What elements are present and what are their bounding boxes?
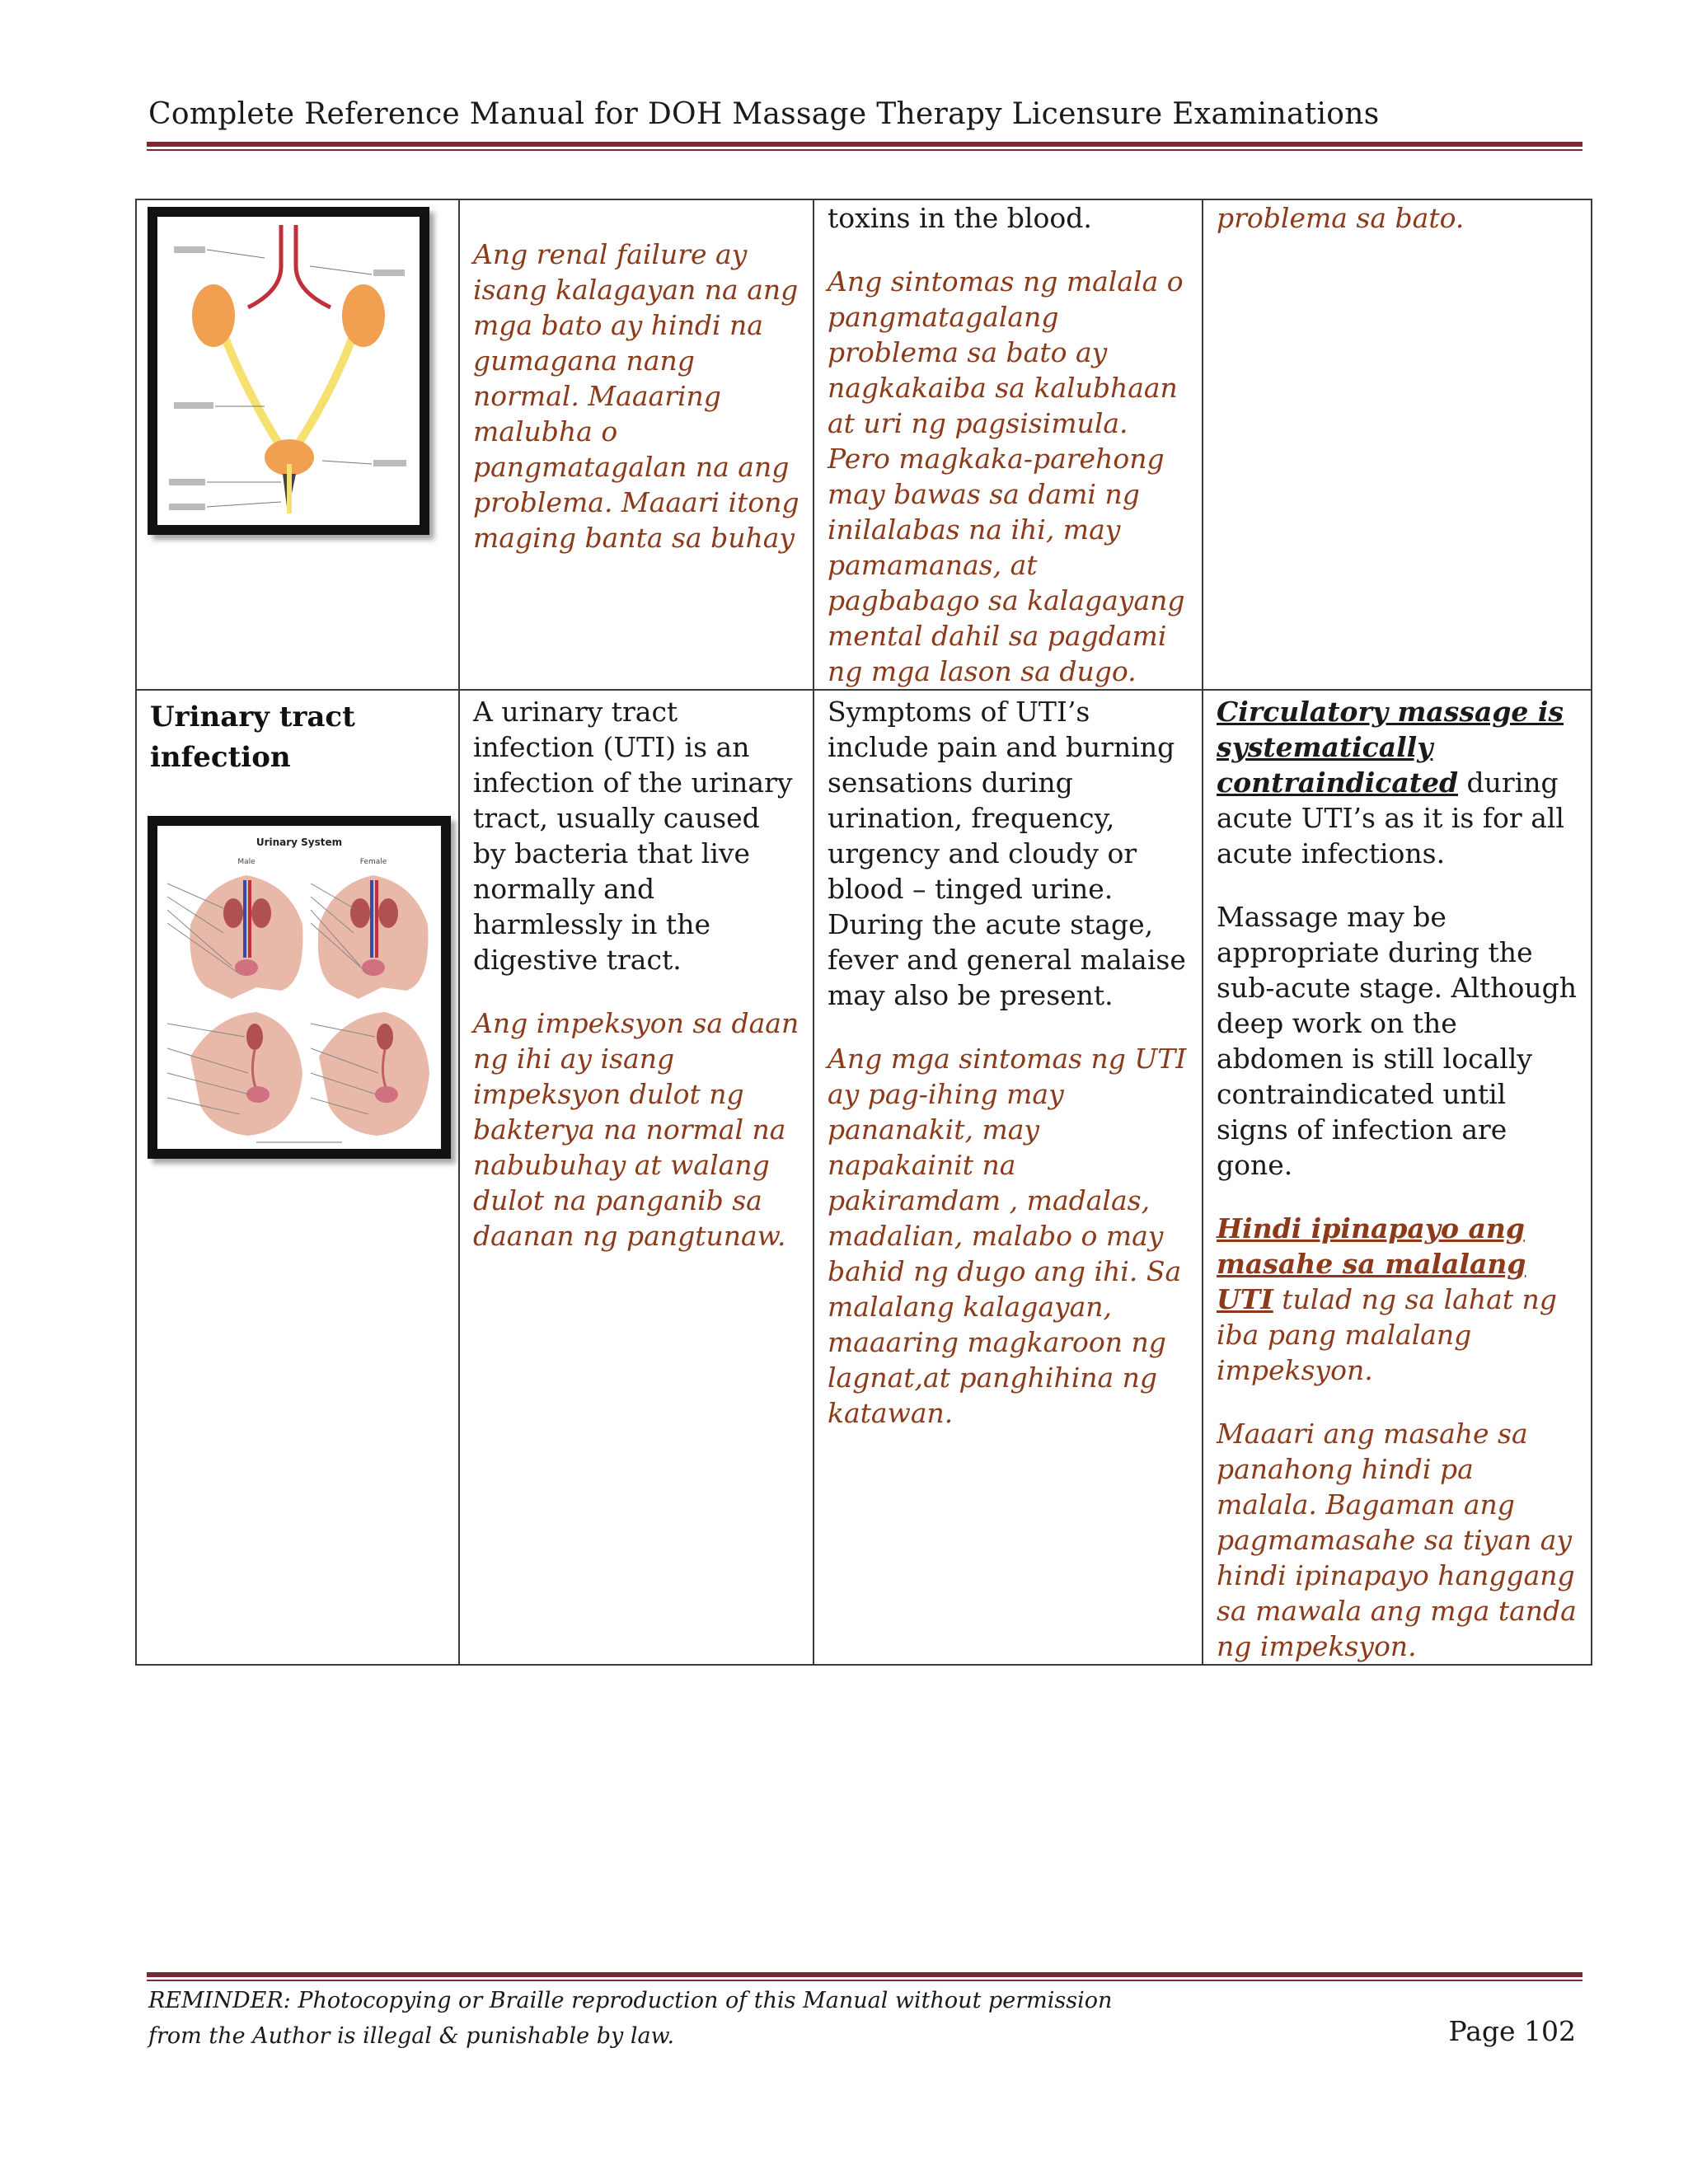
renal-failure-description-tagalog: Ang renal failure ay isang kalagayan na ang mga bato ay hindi na gumagana nang normal. Maaaring malubha o pangmatagalan na ang problema. Maaari itong maging banta sa buhay [473,238,799,554]
cell-description [459,199,814,690]
cell-massage [1203,690,1592,1665]
header-rule [147,142,1582,147]
page-number: Page 102 [1448,2015,1576,2047]
kidney-diagram-figure [148,207,429,535]
header-rule-thin [147,149,1582,151]
contraindication-rest: during acute UTI’s as it is for all acute infections. [1217,766,1564,869]
tagalog-contraindication-emphasis: Hindi ipinapayo ang masahe sa malalang UTI [1217,1212,1526,1315]
renal-symptoms-tagalog: Ang sintomas ng malala o pangmatagalang problema sa bato ay nagkakaiba sa kalubhaan at uri ng pagsisimula. Pero magkaka-parehong may bawas sa dami ng inilalabas na ihi, may pamamanas, at pagbabago sa kalagayang mental dahil sa pagdami ng mga lason sa dugo. [828,265,1185,687]
table-row [136,199,1592,690]
renal-massage-tagalog-tail: problema sa bato. [1217,202,1465,234]
cell-massage [1203,199,1592,690]
kidney-diagram [157,217,420,525]
figure-label-male: Male [237,858,256,866]
figure-title: Urinary System [256,837,343,848]
footer-reminder [148,1983,1112,2054]
uti-massage-tagalog-subacute: Maaari ang masahe sa panahong hindi pa malala. Bagaman ang pagmamasahe sa tiyan ay hindi ipinapayo hanggang sa mawala ang mga tanda ng impeksyon. [1217,1418,1577,1662]
cell-description [459,690,814,1665]
uti-description-english: A urinary tract infection (UTI) is an infection of the urinary tract, usually caused by bacteria that live normally and harmlessly in the digestive tract. [473,696,793,976]
footer-rule [147,1972,1582,1977]
uti-massage-english-subacute: Massage may be appropriate during the sub-acute stage. Although deep work on the abdomen is still locally contraindicated until signs of infection are gone. [1217,901,1578,1181]
urinary-system-diagram [157,826,441,1149]
uti-symptoms-tagalog: Ang mga sintomas ng UTI ay pag-ihing may pananakit, may napakainit na pakiramdam , madalas, madalian, malabo o may bahid ng dugo ang ihi. Sa malalang kalagayan, maaaring magkaroon ng lagnat,at panghihina ng katawan. [828,1043,1187,1429]
uti-massage-tagalog [1217,1211,1578,1388]
reminder-line-1: REMINDER: Photocopying or Braille reproduction of this Manual without permission [148,1988,1113,2013]
page-header-title: Complete Reference Manual for DOH Massage Therapy Licensure Examinations [148,97,1380,131]
reminder-line-2: from the Author is illegal & punishable by law. [148,2023,675,2049]
uti-description-tagalog: Ang impeksyon sa daan ng ihi ay isang impeksyon dulot ng bakterya na normal na nabubuhay at walang dulot na panganib sa daanan ng pangtunaw. [473,1007,799,1252]
figure-label-female: Female [359,858,387,866]
urinary-system-figure [148,816,451,1159]
cell-symptoms [814,690,1203,1665]
uti-symptoms-english: Symptoms of UTI’s include pain and burning sensations during urination, frequency, urgency and cloudy or blood – tinged urine. During the acute stage, fever and general malaise may also be present. [828,696,1186,1011]
table-row [136,690,1592,1665]
contraindication-emphasis: Circulatory massage is systematically contraindicated [1217,696,1564,799]
footer-rule-thin [147,1980,1582,1981]
renal-symptoms-english-tail: toxins in the blood. [828,202,1092,234]
tagalog-contraindication-rest: tulad ng sa lahat ng iba pang malalang impeksyon. [1217,1283,1557,1386]
cell-symptoms [814,199,1203,690]
uti-massage-english [1217,694,1578,871]
disease-table [135,199,1592,1666]
cell-condition [136,690,459,1665]
condition-name: Urinary tract infection [150,701,355,774]
cell-condition [136,199,459,690]
